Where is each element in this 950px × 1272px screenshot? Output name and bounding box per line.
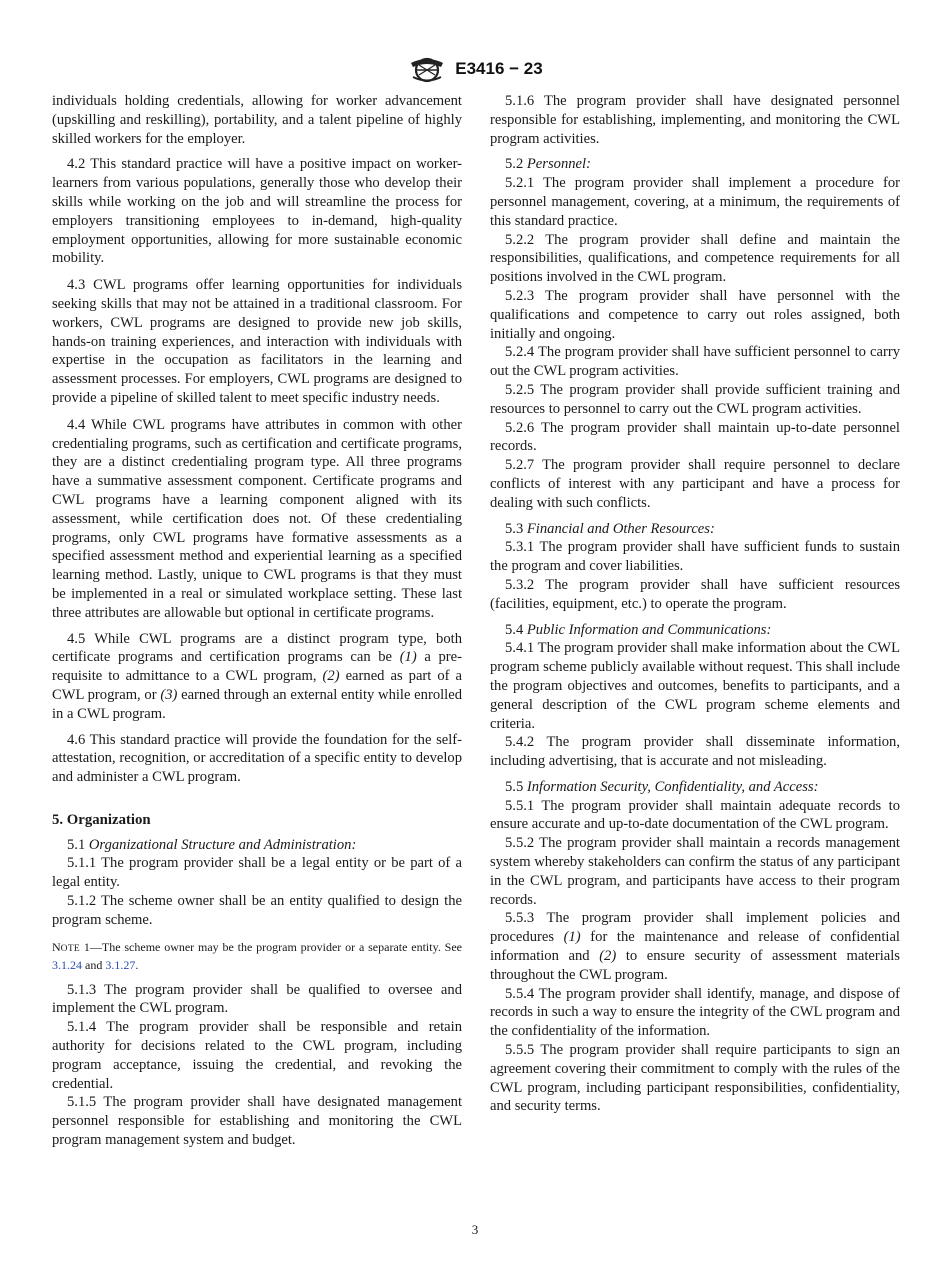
paragraph-5-3-2: 5.3.2 The program provider shall have sufficient resources (facilities, equipment, etc.) to operate the program. xyxy=(490,576,900,612)
paragraph-4-5: 4.5 While CWL programs are a distinct program type, both certificate programs and certification programs can be (1) a pre-requisite to admittance to a CWL program, (2) earned as part of a CWL program, or (3) earned through an external entity while enrolled in a CWL program. xyxy=(52,630,462,722)
paragraph-5-2-1: 5.2.1 The program provider shall implement a procedure for personnel management, covering, at a minimum, the requirements of this standard practice. xyxy=(490,175,900,229)
left-column xyxy=(52,92,462,1150)
paragraph-5-5-3: 5.5.3 The program provider shall implement policies and procedures (1) for the maintenance and release of confidential information and (2) to ensure security of assessment materials throughout the CWL program. xyxy=(490,910,900,983)
page-header xyxy=(0,52,950,86)
paragraph-4-4: 4.4 While CWL programs have attributes in common with other credentialing programs, such as certification and certificate programs, they are a distinct credentialing program type. All three programs have a summative assessment component. Certificate programs and CWL programs have a learning component aligned with its assessment, while certification does not. Of these credentialing programs, only CWL programs have formative assessments as a specified assessment method and experiential learning as a specified learning method. Lastly, unique to CWL programs is that they must be implemented in a real or simulated workplace setting. These last three attributes are allowable but optional in certificate programs. xyxy=(52,416,462,621)
subsection-5-1-heading: 5.1 Organizational Structure and Administration: xyxy=(67,836,357,853)
paragraph-5-2-4: 5.2.4 The program provider shall have sufficient personnel to carry out the CWL program activities. xyxy=(490,344,900,380)
paragraph-5-2-3: 5.2.3 The program provider shall have personnel with the qualifications and competence to carry out roles assigned, both initially and ongoing. xyxy=(490,287,900,342)
astm-logo-icon xyxy=(407,53,447,85)
paragraph-4-6: 4.6 This standard practice will provide the foundation for the self-attestation, recognition, or accreditation of a specific entity to develop and administer a CWL program. xyxy=(52,731,462,786)
paragraph-5-2-6: 5.2.6 The program provider shall maintain up-to-date personnel records. xyxy=(490,419,900,455)
paragraph-5-1-3: 5.1.3 The program provider shall be qualified to oversee and implement the CWL program. xyxy=(52,981,462,1017)
paragraph-5-1-2: 5.1.2 The scheme owner shall be an entity qualified to design the program scheme. xyxy=(52,893,462,928)
paragraph-4-1-continuation: individuals holding credentials, allowing for worker advancement (upskilling and reskilling), portability, and a talent pipeline of highly skilled workers for the employer. xyxy=(52,93,462,147)
page-number: 3 xyxy=(471,1222,479,1237)
paragraph-5-5-5: 5.5.5 The program provider shall require participants to sign an agreement covering their commitment to comply with the rules of the CWL program, including participant responsibilities, confidentiality, and security terms. xyxy=(490,1042,900,1115)
paragraph-5-2-5: 5.2.5 The program provider shall provide sufficient training and resources to personnel to carry out the CWL program activities. xyxy=(490,381,900,417)
subsection-5-5-heading: 5.5 Information Security, Confidentiality, and Access: xyxy=(505,778,819,795)
paragraph-5-4-2: 5.4.2 The program provider shall disseminate information, including advertising, that is accurate and not misleading. xyxy=(490,734,900,770)
paragraph-5-1-5: 5.1.5 The program provider shall have designated management personnel responsible for establishing and monitoring the CWL program management system and budget. xyxy=(52,1094,462,1149)
paragraph-5-1-4: 5.1.4 The program provider shall be responsible and retain authority for decisions related to the CWL program, including program acceptance, issuing the credential, and revoking the credential. xyxy=(52,1019,462,1092)
paragraph-4-3: 4.3 CWL programs offer learning opportunities for individuals seeking skills that may not be attained in a traditional classroom. For workers, CWL programs are designed to provide new job skills, hands-on training experiences, and interaction with individuals with expertise in the occupation as facilitators in the learning and assessment processes. For employers, CWL programs are designed to provide a pipeline of skilled talent to meet specific industry needs. xyxy=(52,277,462,406)
paragraph-5-1-1: 5.1.1 The program provider shall be a legal entity or be part of a legal entity. xyxy=(52,855,462,891)
right-column xyxy=(490,92,900,1116)
paragraph-5-2-2: 5.2.2 The program provider shall define and maintain the responsibilities, qualifications, and competence requirements for all positions involved in the CWL program. xyxy=(490,231,900,286)
paragraph-5-5-2: 5.5.2 The program provider shall maintain a records management system whereby stakeholders can confirm the status of any participant in the CWL program, and participants have access to their program records. xyxy=(490,835,900,908)
subsection-5-3-heading: 5.3 Financial and Other Resources: xyxy=(505,520,715,537)
paragraph-5-2-7: 5.2.7 The program provider shall require personnel to declare conflicts of interest with any participant and have a process for dealing with such conflicts. xyxy=(490,457,900,511)
subsection-5-2-heading: 5.2 Personnel: xyxy=(505,156,591,173)
paragraph-5-4-1: 5.4.1 The program provider shall make information about the CWL program scheme publicly available without request. This shall include the program objectives and outcomes, benefits to participants, and a general description of the CWL program scheme elements and criteria. xyxy=(490,640,900,732)
subsection-5-4-heading: 5.4 Public Information and Communications: xyxy=(505,621,772,638)
paragraph-5-5-1: 5.5.1 The program provider shall maintain adequate records to ensure accurate and up-to-date documentation of the CWL program. xyxy=(490,797,900,833)
section-5-heading: 5. Organization xyxy=(52,811,151,828)
paragraph-5-1-6: 5.1.6 The program provider shall have designated personnel responsible for establishing, implementing, and monitoring the CWL program activities. xyxy=(490,93,900,147)
note-1: NOTE 1—The scheme owner may be the program provider or a separate entity. See 3.1.24 and 3.1.27. xyxy=(52,939,462,972)
reference-link-3-1-24[interactable]: 3.1.24 xyxy=(52,957,82,972)
paragraph-5-3-1: 5.3.1 The program provider shall have sufficient funds to sustain the program and cover liabilities. xyxy=(490,539,900,575)
standard-designation: E3416 − 23 xyxy=(455,59,543,78)
reference-link-3-1-27[interactable]: 3.1.27 xyxy=(105,957,136,972)
paragraph-5-5-4: 5.5.4 The program provider shall identify, manage, and dispose of records in such a way to ensure the integrity of the CWL program and the confidentiality of the information. xyxy=(490,985,900,1040)
paragraph-4-2: 4.2 This standard practice will have a positive impact on worker-learners from various populations, generally those who develop their skills while working on the job and will streamline the process for employers transitioning employees to in-demand, high-quality employment opportunities, allowing for more sustainable economic mobility. xyxy=(52,156,462,267)
